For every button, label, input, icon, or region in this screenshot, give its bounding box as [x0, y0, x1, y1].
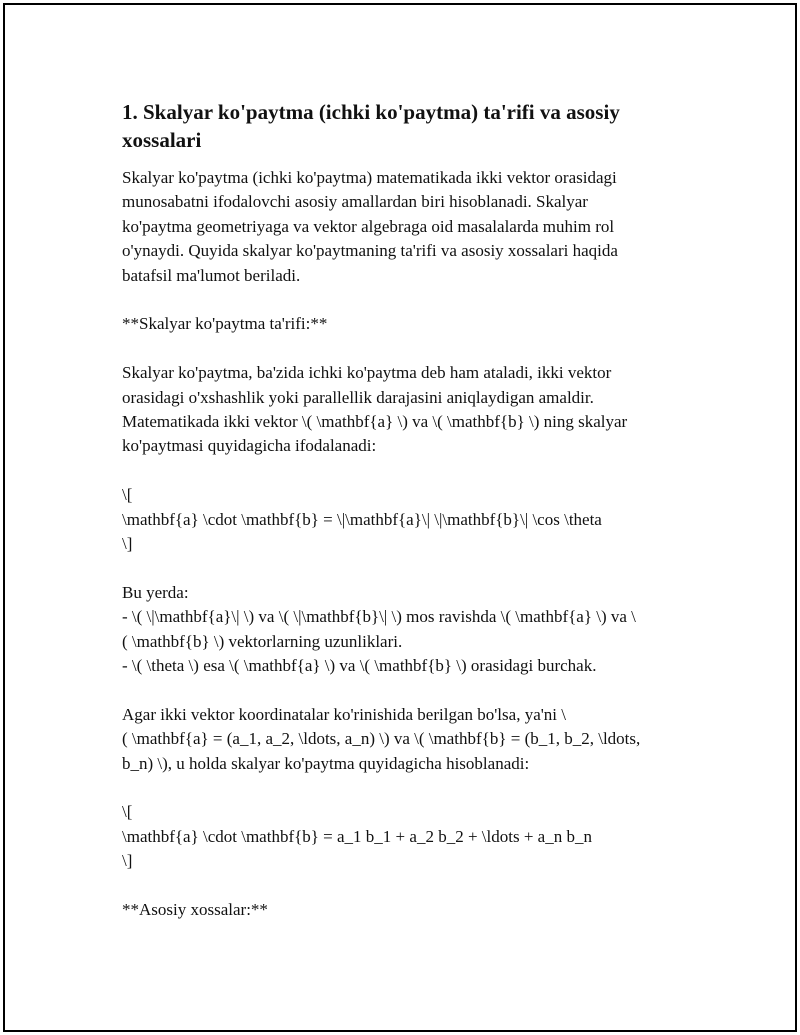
text-line: b_n) \), u holda skalyar ko'paytma quyidagicha hisoblanadi: — [122, 753, 530, 773]
text-line: ko'paytma geometriyaga va vektor algebraga oid masalalarda muhim rol — [122, 216, 615, 236]
text-line: Bu yerda: — [122, 582, 189, 602]
text-line: - \( \|\mathbf{a}\| \) va \( \|\mathbf{b}\| \) mos ravishda \( \mathbf{a} \) va \ — [122, 607, 636, 627]
text-line: \] — [122, 534, 133, 554]
text-line: **Asosiy xossalar:** — [122, 900, 268, 920]
text-line: Skalyar ko'paytma (ichki ko'paytma) matematikada ikki vektor orasidagi — [122, 168, 617, 187]
text-line: \] — [122, 851, 133, 871]
text-line: **Skalyar ko'paytma ta'rifi:** — [122, 314, 328, 334]
text-line: ko'paytmasi quyidagicha ifodalanadi: — [122, 436, 377, 456]
text-line: munosabatni ifodalovchi asosiy amallardan biri hisoblanadi. Skalyar — [122, 192, 588, 212]
document-content — [120, 98, 690, 947]
text-line: ( \mathbf{b} \) vektorlarning uzunliklari. — [122, 631, 403, 651]
text-line: \mathbf{a} \cdot \mathbf{b} = \|\mathbf{a}\| \|\mathbf{b}\| \cos \theta — [122, 509, 602, 529]
paragraph — [122, 581, 690, 679]
text-line: Agar ikki vektor koordinatalar ko'rinishida berilgan bo'lsa, ya'ni \ — [122, 704, 566, 724]
text-line: o'ynaydi. Quyida skalyar ko'paytmaning ta'rifi va asosiy xossalari haqida — [122, 241, 618, 261]
paragraph — [122, 483, 690, 556]
text-line: ( \mathbf{a} = (a_1, a_2, \ldots, a_n) \) va \( \mathbf{b} = (b_1, b_2, \ldots, — [122, 729, 641, 749]
paragraph-list — [120, 166, 690, 922]
paragraph — [122, 800, 690, 873]
page-frame — [3, 3, 797, 1032]
text-line: \mathbf{a} \cdot \mathbf{b} = a_1 b_1 + a_2 b_2 + \ldots + a_n b_n — [122, 826, 592, 846]
paragraph — [122, 898, 690, 922]
paragraph — [122, 166, 690, 288]
paragraph — [122, 361, 690, 459]
text-line: \[ — [122, 485, 133, 505]
section-heading: 1. Skalyar ko'paytma (ichki ko'paytma) ta'rifi va asosiy xossalari — [122, 100, 620, 152]
text-line: - \( \theta \) esa \( \mathbf{a} \) va \( \mathbf{b} \) orasidagi burchak. — [122, 656, 597, 676]
text-line: batafsil ma'lumot beriladi. — [122, 265, 301, 285]
text-line: orasidagi o'xshashlik yoki parallellik darajasini aniqlaydigan amaldir. — [122, 387, 594, 407]
text-line: \[ — [122, 802, 133, 822]
text-line: Matematikada ikki vektor \( \mathbf{a} \) va \( \mathbf{b} \) ning skalyar — [122, 412, 628, 432]
paragraph — [122, 312, 690, 336]
text-line: Skalyar ko'paytma, ba'zida ichki ko'paytma deb ham ataladi, ikki vektor — [122, 363, 612, 383]
paragraph — [122, 703, 690, 776]
